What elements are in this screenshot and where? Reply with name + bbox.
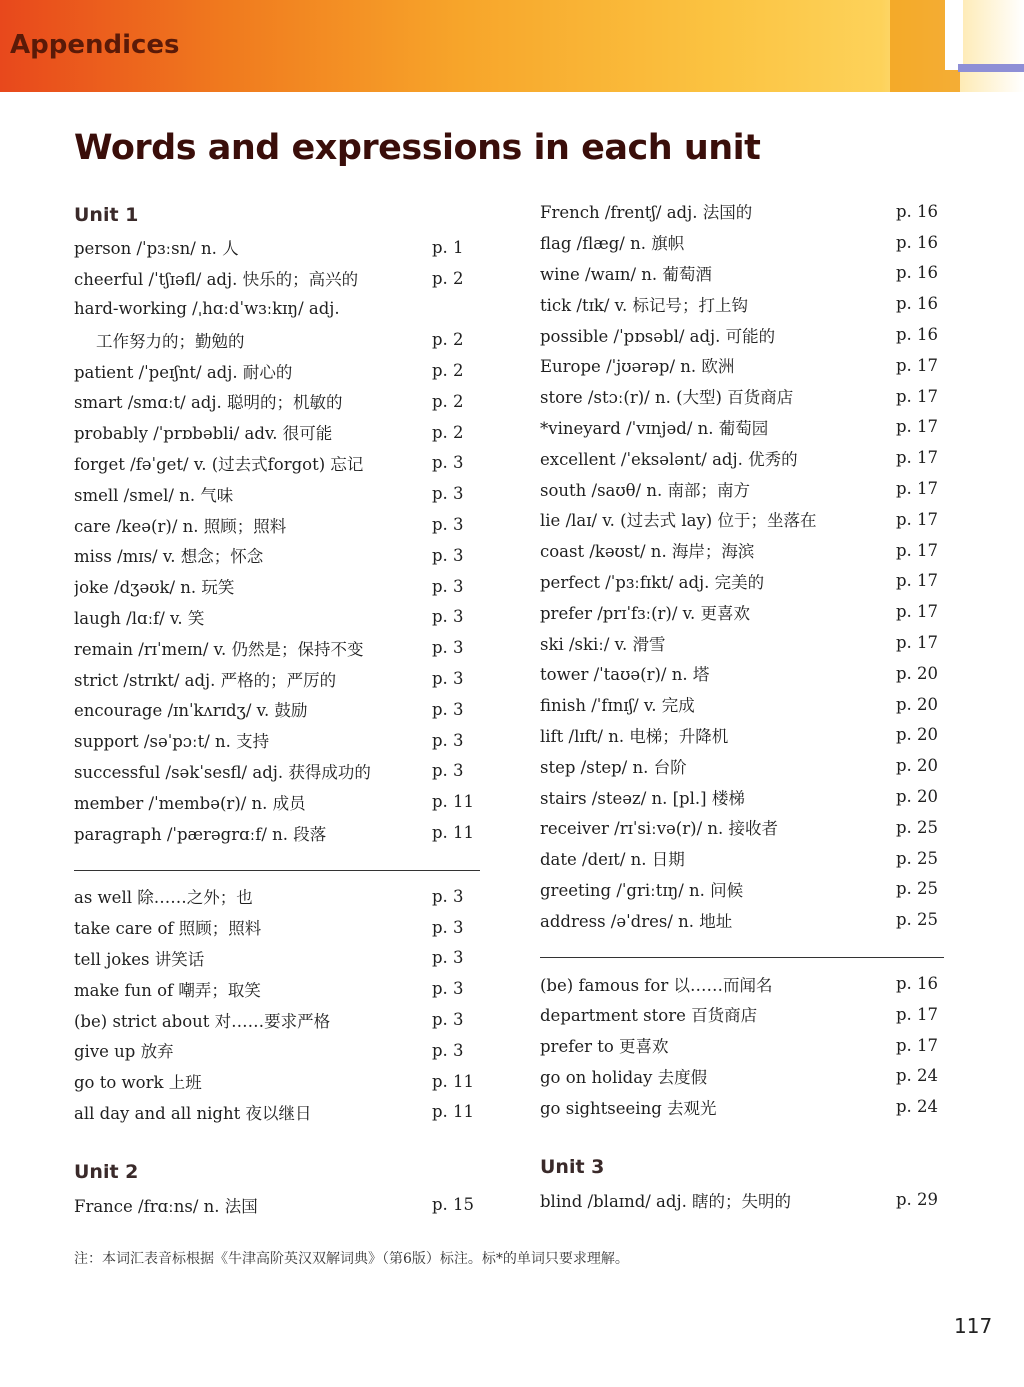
word-entry xyxy=(540,812,944,843)
entry-page: p. 20 xyxy=(896,663,939,683)
entry-text: remain /rɪˈmeɪn/ v. 仍然是；保持不变 xyxy=(74,639,364,659)
entry-text: Europe /ˈjʊərəp/ n. 欧洲 xyxy=(540,357,735,377)
unit-heading: Unit 1 xyxy=(74,204,139,226)
entry-text: (be) famous for 以……而闻名 xyxy=(540,975,773,995)
entry-page: p. 17 xyxy=(896,633,939,653)
entry-text: encourage /ɪnˈkʌrɪdʒ/ v. 鼓励 xyxy=(74,701,308,721)
left-column xyxy=(74,196,480,1220)
entry-text: forget /fəˈget/ v. (过去式forgot) 忘记 xyxy=(74,454,364,474)
word-entry xyxy=(540,781,944,812)
entry-page: p. 20 xyxy=(896,725,939,745)
expression-entry xyxy=(74,1097,480,1128)
entry-text: finish /ˈfɪnɪʃ/ v. 完成 xyxy=(540,696,695,716)
entry-text: smart /smɑːt/ adj. 聪明的；机敏的 xyxy=(74,393,343,413)
word-list xyxy=(540,196,944,935)
section-label: Appendices xyxy=(10,30,180,60)
expression-entry xyxy=(540,1030,944,1061)
entry-page: p. 3 xyxy=(432,979,464,999)
entry-page: p. 3 xyxy=(432,545,464,565)
word-entry xyxy=(74,417,480,448)
entry-text: store /stɔː(r)/ n. (大型) 百货商店 xyxy=(540,388,794,408)
entry-page: p. 17 xyxy=(896,571,939,591)
entry-text: cheerful /ˈtʃɪəfl/ adj. 快乐的；高兴的 xyxy=(74,270,359,290)
entry-text: address /əˈdres/ n. 地址 xyxy=(540,911,733,931)
expression-entry xyxy=(74,912,480,943)
entry-text: lift /lɪft/ n. 电梯；升降机 xyxy=(540,726,729,746)
entry-text: person /ˈpɜːsn/ n. 人 xyxy=(74,239,239,259)
entry-text: miss /mɪs/ v. 想念；怀念 xyxy=(74,547,264,567)
entry-text: date /deɪt/ n. 日期 xyxy=(540,850,685,870)
entry-text: perfect /ˈpɜːfɪkt/ adj. 完美的 xyxy=(540,572,765,592)
word-entry xyxy=(540,689,944,720)
entry-page: p. 17 xyxy=(896,355,939,375)
word-entry xyxy=(74,663,480,694)
expression-list xyxy=(540,968,944,1122)
word-entry xyxy=(540,874,944,905)
entry-page: p. 17 xyxy=(896,417,939,437)
word-entry xyxy=(74,817,480,848)
entry-text: blind /blaɪnd/ adj. 瞎的；失明的 xyxy=(540,1191,792,1211)
word-entry xyxy=(74,386,480,417)
word-entry xyxy=(540,843,944,874)
entry-page: p. 15 xyxy=(432,1195,475,1215)
entry-page: p. 2 xyxy=(432,268,464,288)
word-entry xyxy=(74,756,480,787)
word-entry xyxy=(74,263,480,294)
entry-page: p. 11 xyxy=(432,823,475,843)
entry-page: p. 2 xyxy=(432,422,464,442)
word-entry xyxy=(540,1184,944,1215)
entry-page: p. 2 xyxy=(432,361,464,381)
entry-text: tick /tɪk/ v. 标记号；打上钩 xyxy=(540,295,749,315)
right-column xyxy=(540,196,944,1215)
entry-text: wine /waɪn/ n. 葡萄酒 xyxy=(540,264,712,284)
expression-entry xyxy=(74,881,480,912)
entry-text: receiver /rɪˈsiːvə(r)/ n. 接收者 xyxy=(540,819,778,839)
entry-text: joke /dʒəʊk/ n. 玩笑 xyxy=(74,578,235,598)
word-entry xyxy=(540,720,944,751)
entry-page: p. 3 xyxy=(432,1010,464,1030)
entry-page: p. 3 xyxy=(432,638,464,658)
entry-page: p. 16 xyxy=(896,232,939,252)
entry-text: 工作努力的；勤勉的 xyxy=(96,331,245,351)
word-list xyxy=(74,1189,480,1220)
entry-text: hard-working /ˌhɑːdˈwɜːkɪŋ/ adj. xyxy=(74,299,340,319)
word-entry xyxy=(540,442,944,473)
entry-text: greeting /ˈgriːtɪŋ/ n. 问候 xyxy=(540,880,744,900)
word-entry xyxy=(540,627,944,658)
word-entry xyxy=(540,658,944,689)
entry-page: p. 11 xyxy=(432,792,475,812)
entry-page: p. 17 xyxy=(896,602,939,622)
word-entry xyxy=(74,232,480,263)
entry-text: as well 除……之外；也 xyxy=(74,888,253,908)
word-entry xyxy=(74,786,480,817)
entry-page: p. 16 xyxy=(896,201,939,221)
word-entry xyxy=(540,258,944,289)
entry-text: lie /laɪ/ v. (过去式 lay) 位于；坐落在 xyxy=(540,511,817,531)
entry-page: p. 3 xyxy=(432,484,464,504)
expression-entry xyxy=(540,1091,944,1122)
entry-text: prefer to 更喜欢 xyxy=(540,1037,669,1057)
expression-entry xyxy=(74,943,480,974)
expression-entry xyxy=(540,999,944,1030)
entry-text: give up 放弃 xyxy=(74,1042,174,1062)
expression-entry xyxy=(540,968,944,999)
entry-page: p. 3 xyxy=(432,1040,464,1060)
entry-page: p. 17 xyxy=(896,479,939,499)
entry-page: p. 25 xyxy=(896,910,939,930)
word-list xyxy=(540,1184,944,1215)
entry-page: p. 3 xyxy=(432,730,464,750)
entry-text: flag /flæg/ n. 旗帜 xyxy=(540,234,685,254)
entry-page: p. 20 xyxy=(896,787,939,807)
entry-page: p. 25 xyxy=(896,817,939,837)
entry-text: go to work 上班 xyxy=(74,1073,202,1093)
entry-text: (be) strict about 对……要求严格 xyxy=(74,1011,331,1031)
divider xyxy=(74,870,480,871)
entry-page: p. 17 xyxy=(896,1035,939,1055)
word-entry xyxy=(74,294,480,325)
entry-page: p. 3 xyxy=(432,917,464,937)
entry-page: p. 16 xyxy=(896,974,939,994)
word-entry xyxy=(74,540,480,571)
entry-page: p. 20 xyxy=(896,756,939,776)
word-entry xyxy=(540,504,944,535)
word-entry xyxy=(74,448,480,479)
entry-text: take care of 照顾；照料 xyxy=(74,919,262,939)
word-entry xyxy=(74,725,480,756)
entry-text: strict /strɪkt/ adj. 严格的；严厉的 xyxy=(74,670,337,690)
word-entry xyxy=(540,350,944,381)
entry-text: paragraph /ˈpærəgrɑːf/ n. 段落 xyxy=(74,824,327,844)
entry-page: p. 29 xyxy=(896,1190,939,1209)
entry-page: p. 11 xyxy=(432,1102,475,1122)
word-entry xyxy=(540,596,944,627)
word-entry xyxy=(540,473,944,504)
word-entry xyxy=(540,227,944,258)
expression-entry xyxy=(74,1004,480,1035)
entry-page: p. 25 xyxy=(896,879,939,899)
page-title: Words and expressions in each unit xyxy=(74,128,761,168)
word-entry xyxy=(74,478,480,509)
entry-text: member /ˈmembə(r)/ n. 成员 xyxy=(74,793,306,813)
word-entry xyxy=(74,571,480,602)
word-entry xyxy=(540,412,944,443)
entry-text: laugh /lɑːf/ v. 笑 xyxy=(74,608,205,628)
entry-text: French /frentʃ/ adj. 法国的 xyxy=(540,203,753,223)
word-entry xyxy=(540,535,944,566)
entry-page: p. 16 xyxy=(896,263,939,283)
word-entry xyxy=(74,324,480,355)
word-entry xyxy=(74,509,480,540)
expression-entry xyxy=(74,1066,480,1097)
entry-page: p. 1 xyxy=(432,237,464,257)
entry-page: p. 3 xyxy=(432,576,464,596)
word-entry xyxy=(74,694,480,725)
entry-text: France /frɑːns/ n. 法国 xyxy=(74,1196,258,1216)
entry-page: p. 24 xyxy=(896,1097,939,1117)
word-entry xyxy=(540,319,944,350)
word-list xyxy=(74,232,480,848)
entry-text: department store 百货商店 xyxy=(540,1006,758,1026)
entry-page: p. 16 xyxy=(896,325,939,345)
entry-page: p. 17 xyxy=(896,386,939,406)
footnote: 注：本词汇表音标根据《牛津高阶英汉双解词典》（第6版）标注。标*的单词只要求理解。 xyxy=(74,1251,629,1267)
entry-text: south /saʊθ/ n. 南部；南方 xyxy=(540,480,750,500)
entry-text: excellent /ˈeksələnt/ adj. 优秀的 xyxy=(540,449,798,469)
entry-text: care /keə(r)/ n. 照顾；照料 xyxy=(74,516,287,536)
entry-text: make fun of 嘲弄；取笑 xyxy=(74,980,261,1000)
expression-entry xyxy=(540,1061,944,1092)
divider xyxy=(540,957,944,958)
word-entry xyxy=(74,602,480,633)
word-entry xyxy=(540,196,944,227)
entry-page: p. 2 xyxy=(432,330,464,350)
entry-text: go on holiday 去度假 xyxy=(540,1067,708,1087)
expression-list xyxy=(74,881,480,1127)
entry-text: stairs /steəz/ n. [pl.] 楼梯 xyxy=(540,788,745,808)
expression-entry xyxy=(74,973,480,1004)
entry-page: p. 17 xyxy=(896,448,939,468)
entry-page: p. 3 xyxy=(432,669,464,689)
entry-text: go sightseeing 去观光 xyxy=(540,1098,717,1118)
banner-decoration xyxy=(945,0,963,70)
banner-decoration xyxy=(958,64,1024,72)
entry-text: possible /ˈpɒsəbl/ adj. 可能的 xyxy=(540,326,776,346)
word-entry xyxy=(540,750,944,781)
entry-text: patient /ˈpeɪʃnt/ adj. 耐心的 xyxy=(74,362,293,382)
entry-text: support /səˈpɔːt/ n. 支持 xyxy=(74,732,270,752)
entry-page: p. 17 xyxy=(896,1004,939,1024)
entry-page: p. 17 xyxy=(896,509,939,529)
entry-text: all day and all night 夜以继日 xyxy=(74,1103,312,1123)
entry-text: tower /ˈtaʊə(r)/ n. 塔 xyxy=(540,665,710,685)
word-entry xyxy=(74,632,480,663)
entry-page: p. 3 xyxy=(432,515,464,535)
entry-text: *vineyard /ˈvɪnjəd/ n. 葡萄园 xyxy=(540,418,769,438)
entry-text: successful /səkˈsesfl/ adj. 获得成功的 xyxy=(74,762,371,782)
word-entry xyxy=(540,904,944,935)
entry-page: p. 24 xyxy=(896,1066,939,1086)
entry-text: probably /ˈprɒbəbli/ adv. 很可能 xyxy=(74,424,333,444)
page-number: 117 xyxy=(954,1314,993,1338)
unit-heading: Unit 2 xyxy=(74,1161,139,1184)
entry-text: prefer /prɪˈfɜː(r)/ v. 更喜欢 xyxy=(540,603,751,623)
word-entry xyxy=(540,288,944,319)
entry-page: p. 3 xyxy=(432,699,464,719)
entry-text: smell /smel/ n. 气味 xyxy=(74,485,234,505)
unit-heading: Unit 3 xyxy=(540,1156,605,1179)
entry-page: p. 11 xyxy=(432,1071,475,1091)
word-entry xyxy=(74,355,480,386)
entry-page: p. 3 xyxy=(432,453,464,473)
entry-page: p. 3 xyxy=(432,607,464,627)
word-entry xyxy=(540,381,944,412)
entry-page: p. 25 xyxy=(896,848,939,868)
entry-text: step /step/ n. 台阶 xyxy=(540,757,687,777)
entry-text: tell jokes 讲笑话 xyxy=(74,949,205,969)
entry-page: p. 17 xyxy=(896,540,939,560)
word-entry xyxy=(540,566,944,597)
word-entry xyxy=(74,1189,480,1220)
entry-page: p. 2 xyxy=(432,391,464,411)
entry-page: p. 16 xyxy=(896,294,939,314)
expression-entry xyxy=(74,1035,480,1066)
entry-page: p. 3 xyxy=(432,761,464,781)
entry-text: coast /kəʊst/ n. 海岸；海滨 xyxy=(540,542,755,562)
entry-page: p. 20 xyxy=(896,694,939,714)
entry-page: p. 3 xyxy=(432,886,464,906)
entry-text: ski /skiː/ v. 滑雪 xyxy=(540,634,666,654)
entry-page: p. 3 xyxy=(432,948,464,968)
